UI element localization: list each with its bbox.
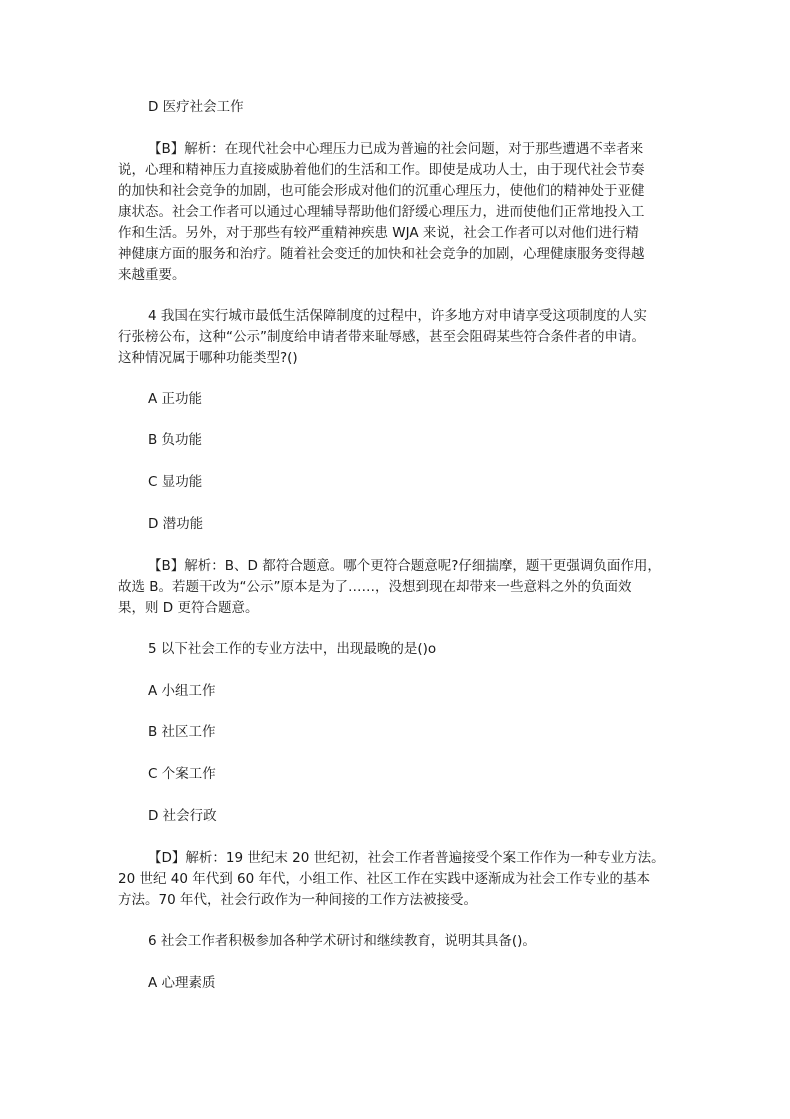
q5-question: 5 以下社会工作的专业方法中，出现最晚的是()o	[148, 641, 437, 657]
q4-question-line: 4 我国在实行城市最低生活保障制度的过程中，许多地方对申请享受这项制度的人实	[148, 308, 647, 324]
q4-option-d: D 潜功能	[148, 516, 204, 532]
q5-option-d: D 社会行政	[148, 808, 217, 824]
q4-question-line: 这种情况属于哪种功能类型?()	[118, 350, 298, 366]
q3-answer-line: 的加快和社会竞争的加剧，也可能会形成对他们的沉重心理压力，使他们的精神处于亚健	[118, 183, 645, 199]
q5-option-b: B 社区工作	[148, 724, 216, 740]
q4-option-a: A 正功能	[148, 391, 203, 407]
q4-option-c: C 显功能	[148, 474, 203, 490]
q5-option-a: A 小组工作	[148, 683, 216, 699]
q4-answer-line: 【B】解析：B、D 都符合题意。哪个更符合题意呢?仔细揣摩，题干更强调负面作用，	[148, 558, 661, 574]
q4-option-b: B 负功能	[148, 432, 203, 448]
q5-answer-line: 方法。70 年代，社会行政作为一种间接的工作方法被接受。	[118, 892, 477, 908]
q4-question	[118, 306, 678, 369]
q3-answer-line: 来越重要。	[118, 267, 186, 283]
q4-answer-line: 果，则 D 更符合题意。	[118, 600, 259, 616]
q5-answer-line: 【D】解析：19 世纪末 20 世纪初，社会工作者普遍接受个案工作作为一种专业方法。	[148, 850, 665, 866]
q3-option-d: D 医疗社会工作	[148, 99, 244, 115]
q5-option-c: C 个案工作	[148, 766, 216, 782]
q3-answer-line: 【B】解析：在现代社会中心理压力已成为普遍的社会问题，对于那些遭遇不幸者来	[148, 141, 644, 157]
q5-answer-line: 20 世纪 40 年代到 60 年代，小组工作、社区工作在实践中逐渐成为社会工作专业的基本	[118, 871, 650, 887]
q3-answer-line: 作和生活。另外，对于那些有较严重精神疾患 WJA 来说，社会工作者可以对他们进行精	[118, 225, 639, 241]
q4-question-line: 行张榜公布，这种“公示”制度给申请者带来耻辱感，甚至会阻碍某些符合条件者的申请。	[118, 329, 645, 345]
q3-answer-line: 说，心理和精神压力直接威胁着他们的生活和工作。即使是成功人士，由于现代社会节奏	[118, 162, 645, 178]
q6-question: 6 社会工作者积极参加各种学术研讨和继续教育，说明其具备()。	[148, 933, 536, 949]
q6-option-a: A 心理素质	[148, 975, 216, 991]
q4-answer-line: 故选 B。若题干改为“公示”原本是为了……，没想到现在却带来一些意料之外的负面效	[118, 579, 632, 595]
q3-answer-explanation	[118, 139, 678, 286]
q3-answer-line: 神健康方面的服务和治疗。随着社会变迁的加快和社会竞争的加剧，心理健康服务变得越	[118, 246, 645, 262]
q5-answer-explanation	[118, 848, 678, 911]
q4-answer-explanation	[118, 556, 678, 619]
q3-answer-line: 康状态。社会工作者可以通过心理辅导帮助他们舒缓心理压力，进而使他们正常地投入工	[118, 204, 645, 220]
